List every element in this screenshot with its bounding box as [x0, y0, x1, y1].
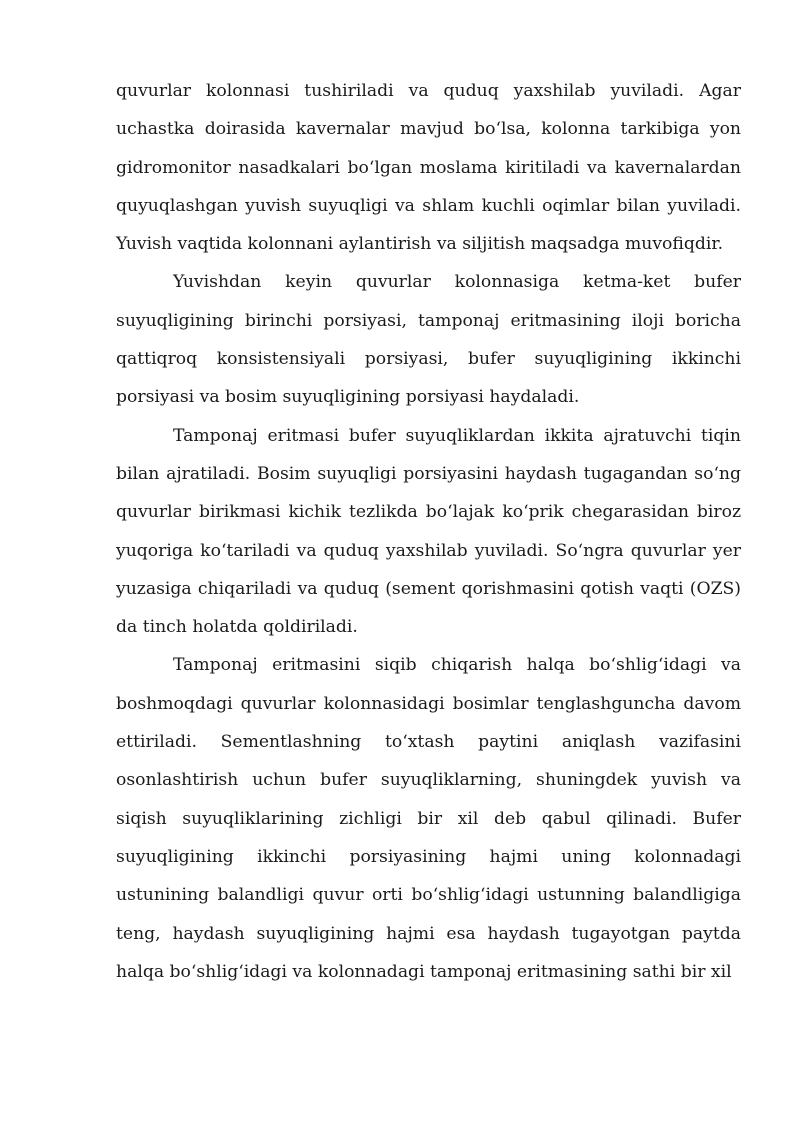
paragraph-continued: quvurlar kolonnasi tushiriladi va quduq yaxshilab yuviladi. Agar uchastka doirasida kavernalar mavjud boʻlsa, kolonna tarkibiga yon gidromonitor nasadkalari boʻlgan moslama kiritiladi va kavernalardan quyuqlashgan yuvish suyuqligi va shlam kuchli oqimlar bilan yuviladi. Yuvish vaqtida kolonnani aylantirish va siljitish maqsadga muvofiqdir.	[116, 81, 741, 255]
paragraph-displacement: Tamponaj eritmasini siqib chiqarish halqa boʻshligʻidagi va boshmoqdagi quvurlar kolonnasidagi bosimlar tenglashguncha davom ettiriladi. Sementlashning toʻxtash paytini aniqlash vazifasini osonlashtirish uchun bufer suyuqliklarning, shuningdek yuvish va siqish suyuqliklarining zichligi bir xil deb qabul qilinadi. Bufer suyuqligining ikkinchi porsiyasining hajmi uning kolonnadagi ustunining balandligi quvur orti boʻshligʻidagi ustunning balandligiga teng, haydash suyuqligining hajmi esa haydash tugayotgan paytda halqa boʻshligʻidagi va kolonnadagi tamponaj eritmasining sathi bir xil	[116, 655, 741, 982]
paragraph-washing-sequence: Yuvishdan keyin quvurlar kolonnasiga ketma-ket bufer suyuqligining birinchi porsiyasi, tamponaj eritmasining iloji boricha qattiqroq konsistensiyali porsiyasi, bufer suyuqligining ikkinchi porsiyasi va bosim suyuqligining porsiyasi haydaladi.	[116, 272, 741, 408]
document-body	[116, 72, 741, 991]
paragraph-separating-plugs: Tamponaj eritmasi bufer suyuqliklardan ikkita ajratuvchi tiqin bilan ajratiladi. Bosim suyuqligi porsiyasini haydash tugagandan soʻng quvurlar birikmasi kichik tezlikda boʻlajak koʻprik chegarasidan biroz yuqoriga koʻtariladi va quduq yaxshilab yuviladi. Soʻngra quvurlar yer yuzasiga chiqariladi va quduq (sement qorishmasini qotish vaqti (OZS) da tinch holatda qoldiriladi.	[116, 425, 741, 638]
